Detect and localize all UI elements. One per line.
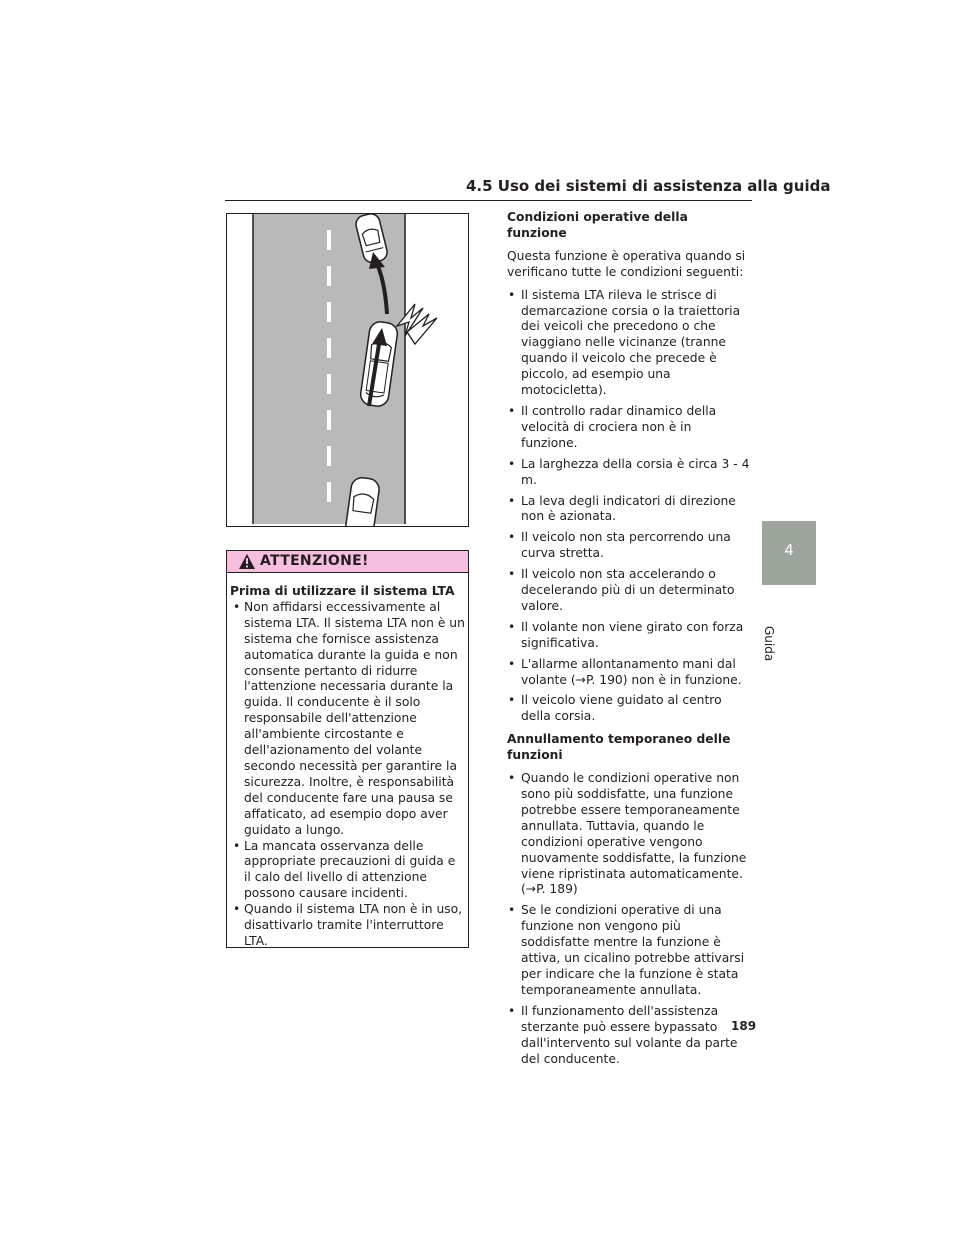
warning-subtitle: Prima di utilizzare il sistema LTA — [230, 584, 455, 598]
warning-title: ATTENZIONE! — [260, 553, 369, 569]
warning-box — [226, 550, 469, 948]
lane-diagram — [227, 214, 468, 526]
warning-title-bar — [227, 550, 468, 573]
lane-illustration — [226, 213, 469, 527]
operating-item: • Il veicolo non sta percorrendo una curva stretta. — [507, 530, 751, 562]
operating-item: • Il sistema LTA rileva le strisce di demarcazione corsia o la traiettoria dei veicoli che precedono o che viaggiano nelle vicinanze (tranne quando il veicolo che precede è piccolo, ad esempio una motocicletta). — [507, 288, 751, 399]
warning-item: • La mancata osservanza delle appropriate precauzioni di guida e il calo del livello di attenzione possono causare incidenti. — [230, 839, 466, 903]
cancel-item: • Quando le condizioni operative non sono più soddisfatte, una funzione potrebbe essere temporaneamente annullata. Tuttavia, quando le condizioni operative vengono nuovamente soddisfatte, la funzione viene ripristinata automaticamente. (→P. 189) — [507, 771, 751, 898]
cancel-item: • Il funzionamento dell'assistenza sterzante può essere bypassato dall'intervento sul volante da parte del conducente. — [507, 1004, 751, 1068]
chapter-tab[interactable] — [762, 521, 816, 585]
cancel-heading: Annullamento temporaneo delle funzioni — [507, 732, 731, 763]
section-header: 4.5 Uso dei sistemi di assistenza alla guida — [466, 177, 831, 195]
warning-item: • Quando il sistema LTA non è in uso, disattivarlo tramite l'interruttore LTA. — [230, 902, 466, 950]
warning-triangle-icon — [238, 553, 256, 570]
operating-item: • Il veicolo non sta accelerando o decelerando più di un determinato valore. — [507, 567, 751, 615]
operating-item: • Il veicolo viene guidato al centro della corsia. — [507, 693, 751, 725]
operating-item: • La larghezza della corsia è circa 3 - 4 m. — [507, 457, 751, 489]
header-divider — [225, 200, 752, 201]
page-number: 189 — [731, 1019, 757, 1033]
cancel-item: • Se le condizioni operative di una funzione non vengono più soddisfatte mentre la funzione è attiva, un cicalino potrebbe attivarsi per indicare che la funzione è stata temporaneamente annullata. — [507, 903, 751, 998]
operating-item: • Il controllo radar dinamico della velocità di crociera non è in funzione. — [507, 404, 751, 452]
chapter-label-container — [762, 598, 792, 662]
right-column — [507, 210, 751, 1072]
chapter-label: Guida — [762, 626, 776, 662]
chapter-number: 4 — [784, 541, 794, 559]
warning-item: • Non affidarsi eccessivamente al sistema LTA. Il sistema LTA non è un sistema che fornisce assistenza automatica durante la guida e non consente pertanto di ridurre l'attenzione necessaria durante la guida. Il conducente è il solo responsabile dell'attenzione all'ambiente circostante e dell'azionamento del volante secondo necessità per garantire la sicurezza. Inoltre, è responsabilità del conducente fare una pausa se affaticato, ad esempio dopo aver guidato a lungo. — [230, 600, 466, 839]
operating-intro: Questa funzione è operativa quando si verificano tutte le condizioni seguenti: — [507, 248, 746, 279]
operating-heading: Condizioni operative della funzione — [507, 210, 688, 240]
operating-item: • La leva degli indicatori di direzione non è azionata. — [507, 494, 751, 526]
operating-item: • L'allarme allontanamento mani dal volante (→P. 190) non è in funzione. — [507, 657, 751, 689]
operating-item: • Il volante non viene girato con forza significativa. — [507, 620, 751, 652]
